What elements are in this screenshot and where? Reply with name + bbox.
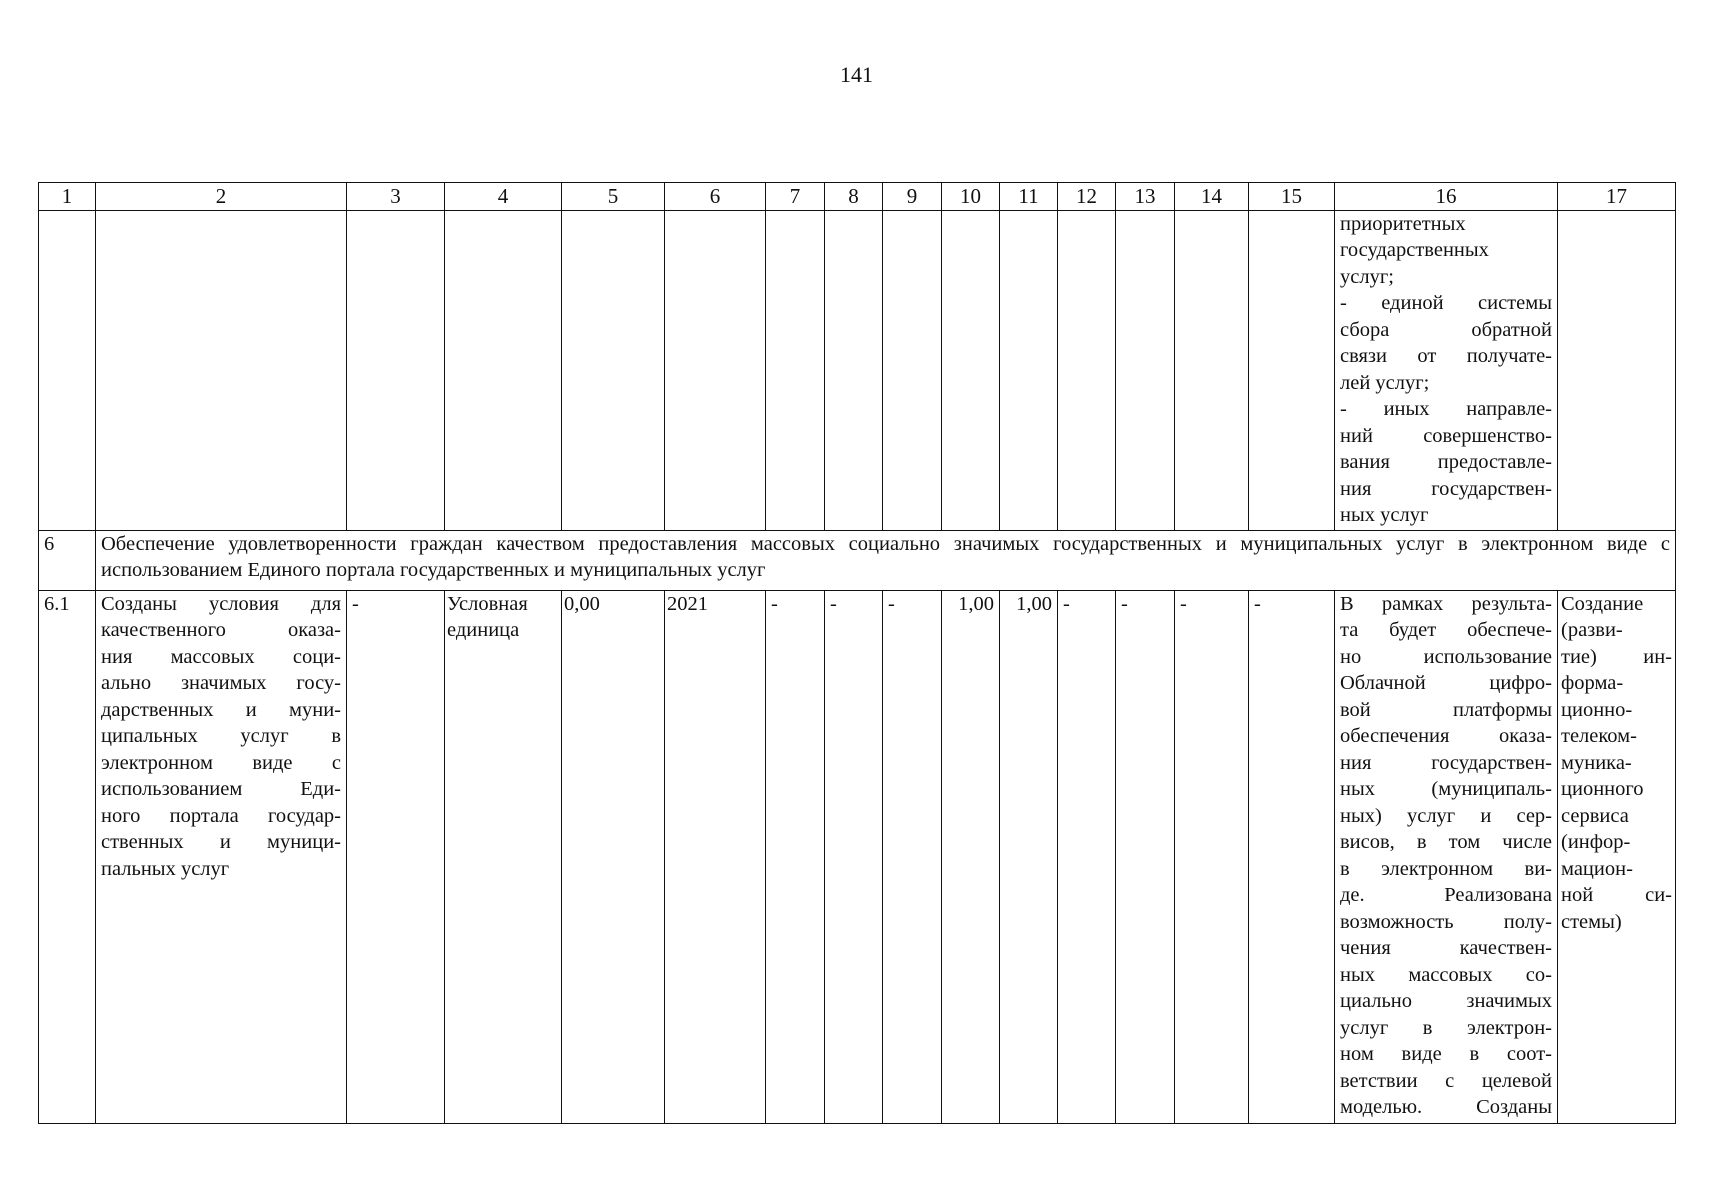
text-line: ных услуг bbox=[1340, 504, 1429, 526]
text-line: единица bbox=[447, 619, 520, 641]
text-line: ных) услуг и сер- bbox=[1340, 804, 1552, 827]
header-cell: 14 bbox=[1175, 183, 1249, 211]
header-cell: 11 bbox=[1000, 183, 1058, 211]
cell-col14: - bbox=[1175, 590, 1249, 1123]
text-line: В рамках результа- bbox=[1340, 592, 1552, 615]
header-cell: 3 bbox=[347, 183, 445, 211]
empty-cell bbox=[1558, 210, 1676, 530]
result-description bbox=[96, 590, 347, 1123]
cell-col13: - bbox=[1116, 590, 1175, 1123]
text-line: дарственных и муни- bbox=[101, 698, 341, 721]
text-line: сбора обратной bbox=[1340, 318, 1552, 341]
text-line: вой платформы bbox=[1340, 698, 1552, 721]
cell-col9: - bbox=[883, 590, 942, 1123]
text-line: де. Реализована bbox=[1340, 884, 1552, 906]
header-cell: 17 bbox=[1558, 183, 1676, 211]
header-row bbox=[39, 183, 1676, 211]
header-cell: 8 bbox=[825, 183, 883, 211]
text-line: циально значимых bbox=[1340, 990, 1552, 1012]
continuation-description bbox=[1335, 210, 1558, 530]
text-line: ально значимых госу- bbox=[101, 672, 341, 694]
base-year: 2021 bbox=[665, 590, 766, 1123]
text-line: ционно- bbox=[1561, 698, 1633, 721]
header-cell: 12 bbox=[1058, 183, 1116, 211]
text-line: Условная bbox=[447, 592, 528, 615]
cell-col10: 1,00 bbox=[942, 590, 1000, 1123]
empty-cell bbox=[883, 210, 942, 530]
header-cell: 6 bbox=[665, 183, 766, 211]
text-line: стемы) bbox=[1561, 910, 1622, 933]
empty-cell bbox=[1249, 210, 1335, 530]
header-cell: 1 bbox=[39, 183, 96, 211]
text-line: - единой системы bbox=[1340, 292, 1552, 314]
text-line: ных массовых со- bbox=[1340, 963, 1552, 986]
text-line: услуг; bbox=[1340, 265, 1394, 288]
unit-cell bbox=[445, 590, 562, 1123]
text-line: тие) ин- bbox=[1561, 645, 1672, 668]
base-value: 0,00 bbox=[562, 590, 665, 1123]
text-line: приоритетных bbox=[1340, 212, 1466, 235]
row-number: 6.1 bbox=[39, 590, 96, 1123]
header-cell: 9 bbox=[883, 183, 942, 211]
text-line: ной си- bbox=[1561, 884, 1672, 906]
empty-cell bbox=[96, 210, 347, 530]
text-line: ционного bbox=[1561, 778, 1644, 800]
text-line: ного портала государ- bbox=[101, 804, 341, 827]
result-characteristic bbox=[1335, 590, 1558, 1123]
continuation-row bbox=[39, 210, 1676, 530]
text-line: услуг в электрон- bbox=[1340, 1016, 1552, 1039]
header-cell: 7 bbox=[766, 183, 825, 211]
text-line: ния государствен- bbox=[1340, 751, 1552, 774]
cell-col3: - bbox=[347, 590, 445, 1123]
text-line: мацион- bbox=[1561, 857, 1633, 880]
text-line: форма- bbox=[1561, 672, 1624, 694]
empty-cell bbox=[665, 210, 766, 530]
text-line: (разви- bbox=[1561, 619, 1623, 641]
header-cell: 15 bbox=[1249, 183, 1335, 211]
text-line: в электронном ви- bbox=[1340, 857, 1552, 880]
text-line: Облачной цифро- bbox=[1340, 672, 1552, 694]
text-line: ципальных услуг в bbox=[101, 725, 341, 747]
cell-col15: - bbox=[1249, 590, 1335, 1123]
empty-cell bbox=[39, 210, 96, 530]
empty-cell bbox=[1175, 210, 1249, 530]
empty-cell bbox=[825, 210, 883, 530]
header-cell: 5 bbox=[562, 183, 665, 211]
text-line: лей услуг; bbox=[1340, 371, 1430, 394]
header-cell: 4 bbox=[445, 183, 562, 211]
text-line: - иных направле- bbox=[1340, 398, 1552, 420]
text-line: качественного оказа- bbox=[101, 619, 341, 641]
empty-cell bbox=[562, 210, 665, 530]
text-line: ний совершенство- bbox=[1340, 424, 1552, 447]
empty-cell bbox=[347, 210, 445, 530]
text-line: телеком- bbox=[1561, 725, 1637, 747]
empty-cell bbox=[1000, 210, 1058, 530]
section-number: 6 bbox=[39, 530, 96, 590]
text-line: Создание bbox=[1561, 592, 1644, 615]
header-cell: 10 bbox=[942, 183, 1000, 211]
empty-cell bbox=[942, 210, 1000, 530]
text-line: ветствии с целевой bbox=[1340, 1069, 1552, 1092]
empty-cell bbox=[766, 210, 825, 530]
text-line: обеспечения оказа- bbox=[1340, 725, 1552, 747]
text-line: возможность полу- bbox=[1340, 910, 1552, 933]
cell-col12: - bbox=[1058, 590, 1116, 1123]
empty-cell bbox=[445, 210, 562, 530]
text-line: чения качествен- bbox=[1340, 937, 1552, 959]
text-line: ных (муниципаль- bbox=[1340, 778, 1552, 800]
empty-cell bbox=[1058, 210, 1116, 530]
text-line: связи от получате- bbox=[1340, 345, 1552, 367]
text-line: ния государствен- bbox=[1340, 477, 1552, 500]
text-line: использованием Еди- bbox=[101, 778, 341, 800]
section-row bbox=[39, 530, 1676, 590]
header-cell: 13 bbox=[1116, 183, 1175, 211]
text-line: государственных bbox=[1340, 239, 1489, 261]
text-line: вания предоставле- bbox=[1340, 451, 1552, 473]
indicators-table bbox=[38, 182, 1676, 1124]
text-line: ном виде в соот- bbox=[1340, 1043, 1552, 1065]
text-line: электронном виде с bbox=[101, 751, 341, 774]
text-line: Созданы условия для bbox=[101, 592, 341, 615]
page-number: 141 bbox=[840, 62, 873, 87]
text-line: (инфор- bbox=[1561, 831, 1631, 853]
cell-col7: - bbox=[766, 590, 825, 1123]
header-cell: 2 bbox=[96, 183, 347, 211]
text-line: ния массовых соци- bbox=[101, 645, 341, 668]
header-cell: 16 bbox=[1335, 183, 1558, 211]
text-line: та будет обеспече- bbox=[1340, 619, 1552, 641]
text-line: ственных и муници- bbox=[101, 831, 341, 853]
text-line: муника- bbox=[1561, 751, 1632, 774]
text-line: висов, в том числе bbox=[1340, 831, 1552, 853]
empty-cell bbox=[1116, 210, 1175, 530]
section-title: Обеспечение удовлетворенности граждан качеством предоставления массовых социально значимых государственных и муниципальных услуг в электронном виде с использованием Единого портала государственных и муниципальных услуг bbox=[96, 530, 1676, 590]
cell-col8: - bbox=[825, 590, 883, 1123]
text-line: сервиса bbox=[1561, 804, 1629, 827]
text-line: пальных услуг bbox=[101, 857, 230, 880]
cell-col11: 1,00 bbox=[1000, 590, 1058, 1123]
indicator-row bbox=[39, 590, 1676, 1123]
text-line: но использование bbox=[1340, 645, 1552, 668]
text-line: моделью. Созданы bbox=[1340, 1096, 1552, 1118]
service-type bbox=[1558, 590, 1676, 1123]
